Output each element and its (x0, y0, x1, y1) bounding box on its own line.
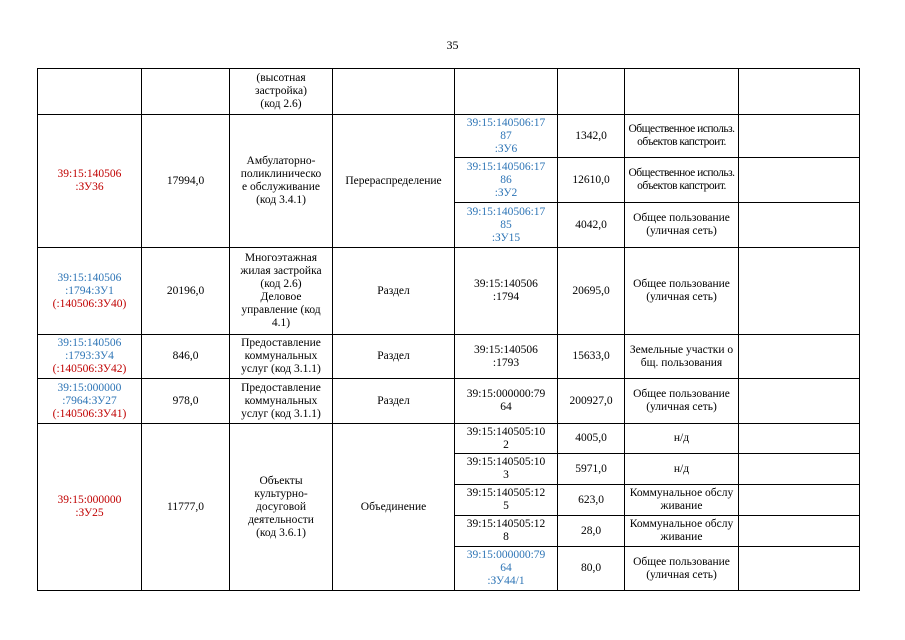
empty-cell (739, 485, 860, 516)
related-plot-number (455, 69, 558, 115)
use-type-line: Предоставление (241, 337, 321, 349)
related-plot-number (455, 454, 558, 485)
source-plot-number (38, 248, 142, 335)
cadastral-number-line: 3 (503, 469, 509, 481)
formation-method: Раздел (333, 335, 455, 379)
use-type-line: досуговой (255, 500, 307, 513)
land-plot-table (37, 68, 860, 591)
cadastral-number-line: :1794:ЗУ1 (65, 284, 114, 297)
related-plot-area (558, 69, 625, 115)
related-plot-area: 12610,0 (558, 158, 625, 203)
related-plot-use: н/д (625, 424, 739, 454)
empty-cell (739, 115, 860, 158)
formation-method: Объединение (333, 424, 455, 591)
permitted-use (230, 248, 333, 335)
related-plot-number (455, 203, 558, 248)
source-plot-area (142, 69, 230, 115)
related-plot-area: 28,0 (558, 516, 625, 547)
related-plot-use: н/д (625, 454, 739, 485)
related-plot-area: 80,0 (558, 547, 625, 591)
use-type-line: поликлиническо (240, 168, 322, 180)
empty-cell (739, 547, 860, 591)
cadastral-number-line: :ЗУ25 (75, 507, 104, 519)
source-plot-number (38, 335, 142, 379)
use-type-line: Многоэтажная (244, 252, 318, 264)
use-type-line: культурно- (254, 487, 308, 500)
cadastral-number-line: 2 (503, 438, 509, 451)
cadastral-number-line: 39:15:140506:17 (466, 116, 546, 129)
use-type-line: (код 3.6.1) (256, 526, 306, 539)
use-type-line: (высотная (256, 72, 306, 84)
permitted-use (230, 69, 333, 115)
cadastral-number-line: 39:15:140505:10 (466, 425, 546, 438)
related-plot-number (455, 547, 558, 591)
empty-cell (739, 248, 860, 335)
related-plot-number (455, 158, 558, 203)
cadastral-number-line: :1794 (492, 291, 520, 303)
table-row (38, 69, 860, 115)
cadastral-number-line: 64 (500, 562, 512, 574)
cadastral-number-line: 85 (500, 218, 512, 231)
formation-method: Раздел (333, 379, 455, 424)
related-plot-number (455, 115, 558, 158)
use-type-line: Объекты (259, 474, 303, 487)
formation-method: Раздел (333, 248, 455, 335)
empty-cell (739, 158, 860, 203)
table-row (38, 424, 860, 454)
empty-cell (739, 203, 860, 248)
cadastral-number-line: 86 (500, 173, 512, 186)
permitted-use (230, 115, 333, 248)
empty-cell (739, 69, 860, 115)
related-plot-use: Общее пользование (уличная сеть) (625, 379, 739, 424)
related-plot-area: 1342,0 (558, 115, 625, 158)
cadastral-number-line: 64 (500, 401, 512, 413)
related-plot-number (455, 424, 558, 454)
related-plot-number (455, 485, 558, 516)
permitted-use (230, 335, 333, 379)
cadastral-number-line: 39:15:140506 (474, 343, 538, 356)
use-type-line: жилая застройка (240, 265, 322, 277)
source-plot-number (38, 69, 142, 115)
cadastral-number-line: :1793 (492, 356, 520, 369)
formation-method (333, 69, 455, 115)
use-type-line: услуг (код 3.1.1) (241, 407, 321, 420)
permitted-use (230, 379, 333, 424)
cadastral-number-line: (:140506:ЗУ41) (52, 407, 127, 420)
cadastral-number-line: 39:15:140505:12 (466, 518, 546, 530)
cadastral-number-line: 39:15:000000 (57, 494, 122, 506)
related-plot-area: 623,0 (558, 485, 625, 516)
related-plot-use: Коммунальное обслуживание (625, 516, 739, 547)
cadastral-number-line: :ЗУ2 (494, 186, 518, 199)
related-plot-area: 15633,0 (558, 335, 625, 379)
cadastral-number-line: 39:15:140506 (57, 337, 122, 349)
cadastral-number-line: 39:15:140506 (57, 271, 122, 284)
related-plot-area: 4005,0 (558, 424, 625, 454)
cadastral-number-line: 39:15:140506:17 (466, 205, 546, 218)
related-plot-number (455, 379, 558, 424)
related-plot-use: Общее пользование (уличная сеть) (625, 547, 739, 591)
cadastral-number-line: 39:15:140506:17 (466, 160, 546, 173)
source-plot-area: 17994,0 (142, 115, 230, 248)
use-type-line: (код 3.4.1) (256, 194, 306, 206)
use-type-line: Деловое (260, 291, 302, 303)
table-row (38, 248, 860, 335)
use-type-line: е обслуживание (242, 181, 320, 193)
cadastral-number-line: 8 (503, 531, 509, 543)
use-type-line: Амбулаторно- (246, 155, 316, 167)
cadastral-number-line: (:140506:ЗУ40) (52, 297, 127, 310)
table-row (38, 115, 860, 158)
cadastral-number-line: 39:15:140506 (474, 278, 538, 290)
cadastral-number-line: 5 (503, 500, 509, 512)
source-plot-area: 978,0 (142, 379, 230, 424)
use-type-line: Предоставление (241, 381, 321, 394)
source-plot-number (38, 379, 142, 424)
source-plot-number (38, 115, 142, 248)
cadastral-number-line: 39:15:000000:79 (466, 388, 546, 400)
permitted-use (230, 424, 333, 591)
cadastral-number-line: 39:15:140505:10 (466, 456, 546, 468)
related-plot-area: 4042,0 (558, 203, 625, 248)
cadastral-number-line: (:140506:ЗУ42) (52, 363, 127, 375)
related-plot-number (455, 335, 558, 379)
cadastral-number-line: :ЗУ15 (491, 231, 521, 244)
use-type-line: коммунальных (244, 350, 318, 362)
cadastral-number-line: :1793:ЗУ4 (65, 350, 114, 362)
related-plot-use: Коммунальное обслуживание (625, 485, 739, 516)
use-type-line: услуг (код 3.1.1) (241, 363, 321, 375)
use-type-line: (код 2.6) (260, 278, 302, 290)
related-plot-number (455, 516, 558, 547)
empty-cell (739, 516, 860, 547)
use-type-line: деятельности (248, 513, 314, 526)
cadastral-number-line: 39:15:140505:12 (466, 487, 546, 499)
use-type-line: застройка) (255, 85, 307, 97)
related-plot-use: Общественное использ. объектов капстроит. (625, 115, 739, 158)
cadastral-number-line: 39:15:000000 (57, 381, 122, 394)
cadastral-number-line: :ЗУ44/1 (487, 575, 525, 587)
cadastral-number-line: :ЗУ36 (75, 181, 104, 193)
use-type-line: коммунальных (244, 394, 318, 407)
formation-method: Перераспределение (333, 115, 455, 248)
related-plot-area: 20695,0 (558, 248, 625, 335)
source-plot-area: 11777,0 (142, 424, 230, 591)
related-plot-use: Общее пользование (уличная сеть) (625, 248, 739, 335)
empty-cell (739, 379, 860, 424)
related-plot-use: Общественное использ. объектов капстроит. (625, 158, 739, 203)
related-plot-use: Общее пользование (уличная сеть) (625, 203, 739, 248)
table-row (38, 379, 860, 424)
related-plot-use (625, 69, 739, 115)
use-type-line: (код 2.6) (260, 98, 302, 110)
cadastral-number-line: 39:15:140506 (57, 168, 122, 180)
source-plot-area: 846,0 (142, 335, 230, 379)
empty-cell (739, 454, 860, 485)
table-row (38, 335, 860, 379)
related-plot-number (455, 248, 558, 335)
empty-cell (739, 424, 860, 454)
source-plot-number (38, 424, 142, 591)
source-plot-area: 20196,0 (142, 248, 230, 335)
use-type-line: управление (код (241, 304, 321, 316)
related-plot-area: 5971,0 (558, 454, 625, 485)
empty-cell (739, 335, 860, 379)
cadastral-number-line: 39:15:000000:79 (466, 549, 546, 561)
related-plot-area: 200927,0 (558, 379, 625, 424)
page-number: 35 (446, 38, 459, 52)
use-type-line: 4.1) (271, 317, 291, 329)
cadastral-number-line: 87 (500, 129, 512, 142)
cadastral-number-line: :7964:ЗУ27 (62, 394, 117, 407)
cadastral-number-line: :ЗУ6 (494, 142, 518, 155)
related-plot-use: Земельные участки общ. пользования (625, 335, 739, 379)
